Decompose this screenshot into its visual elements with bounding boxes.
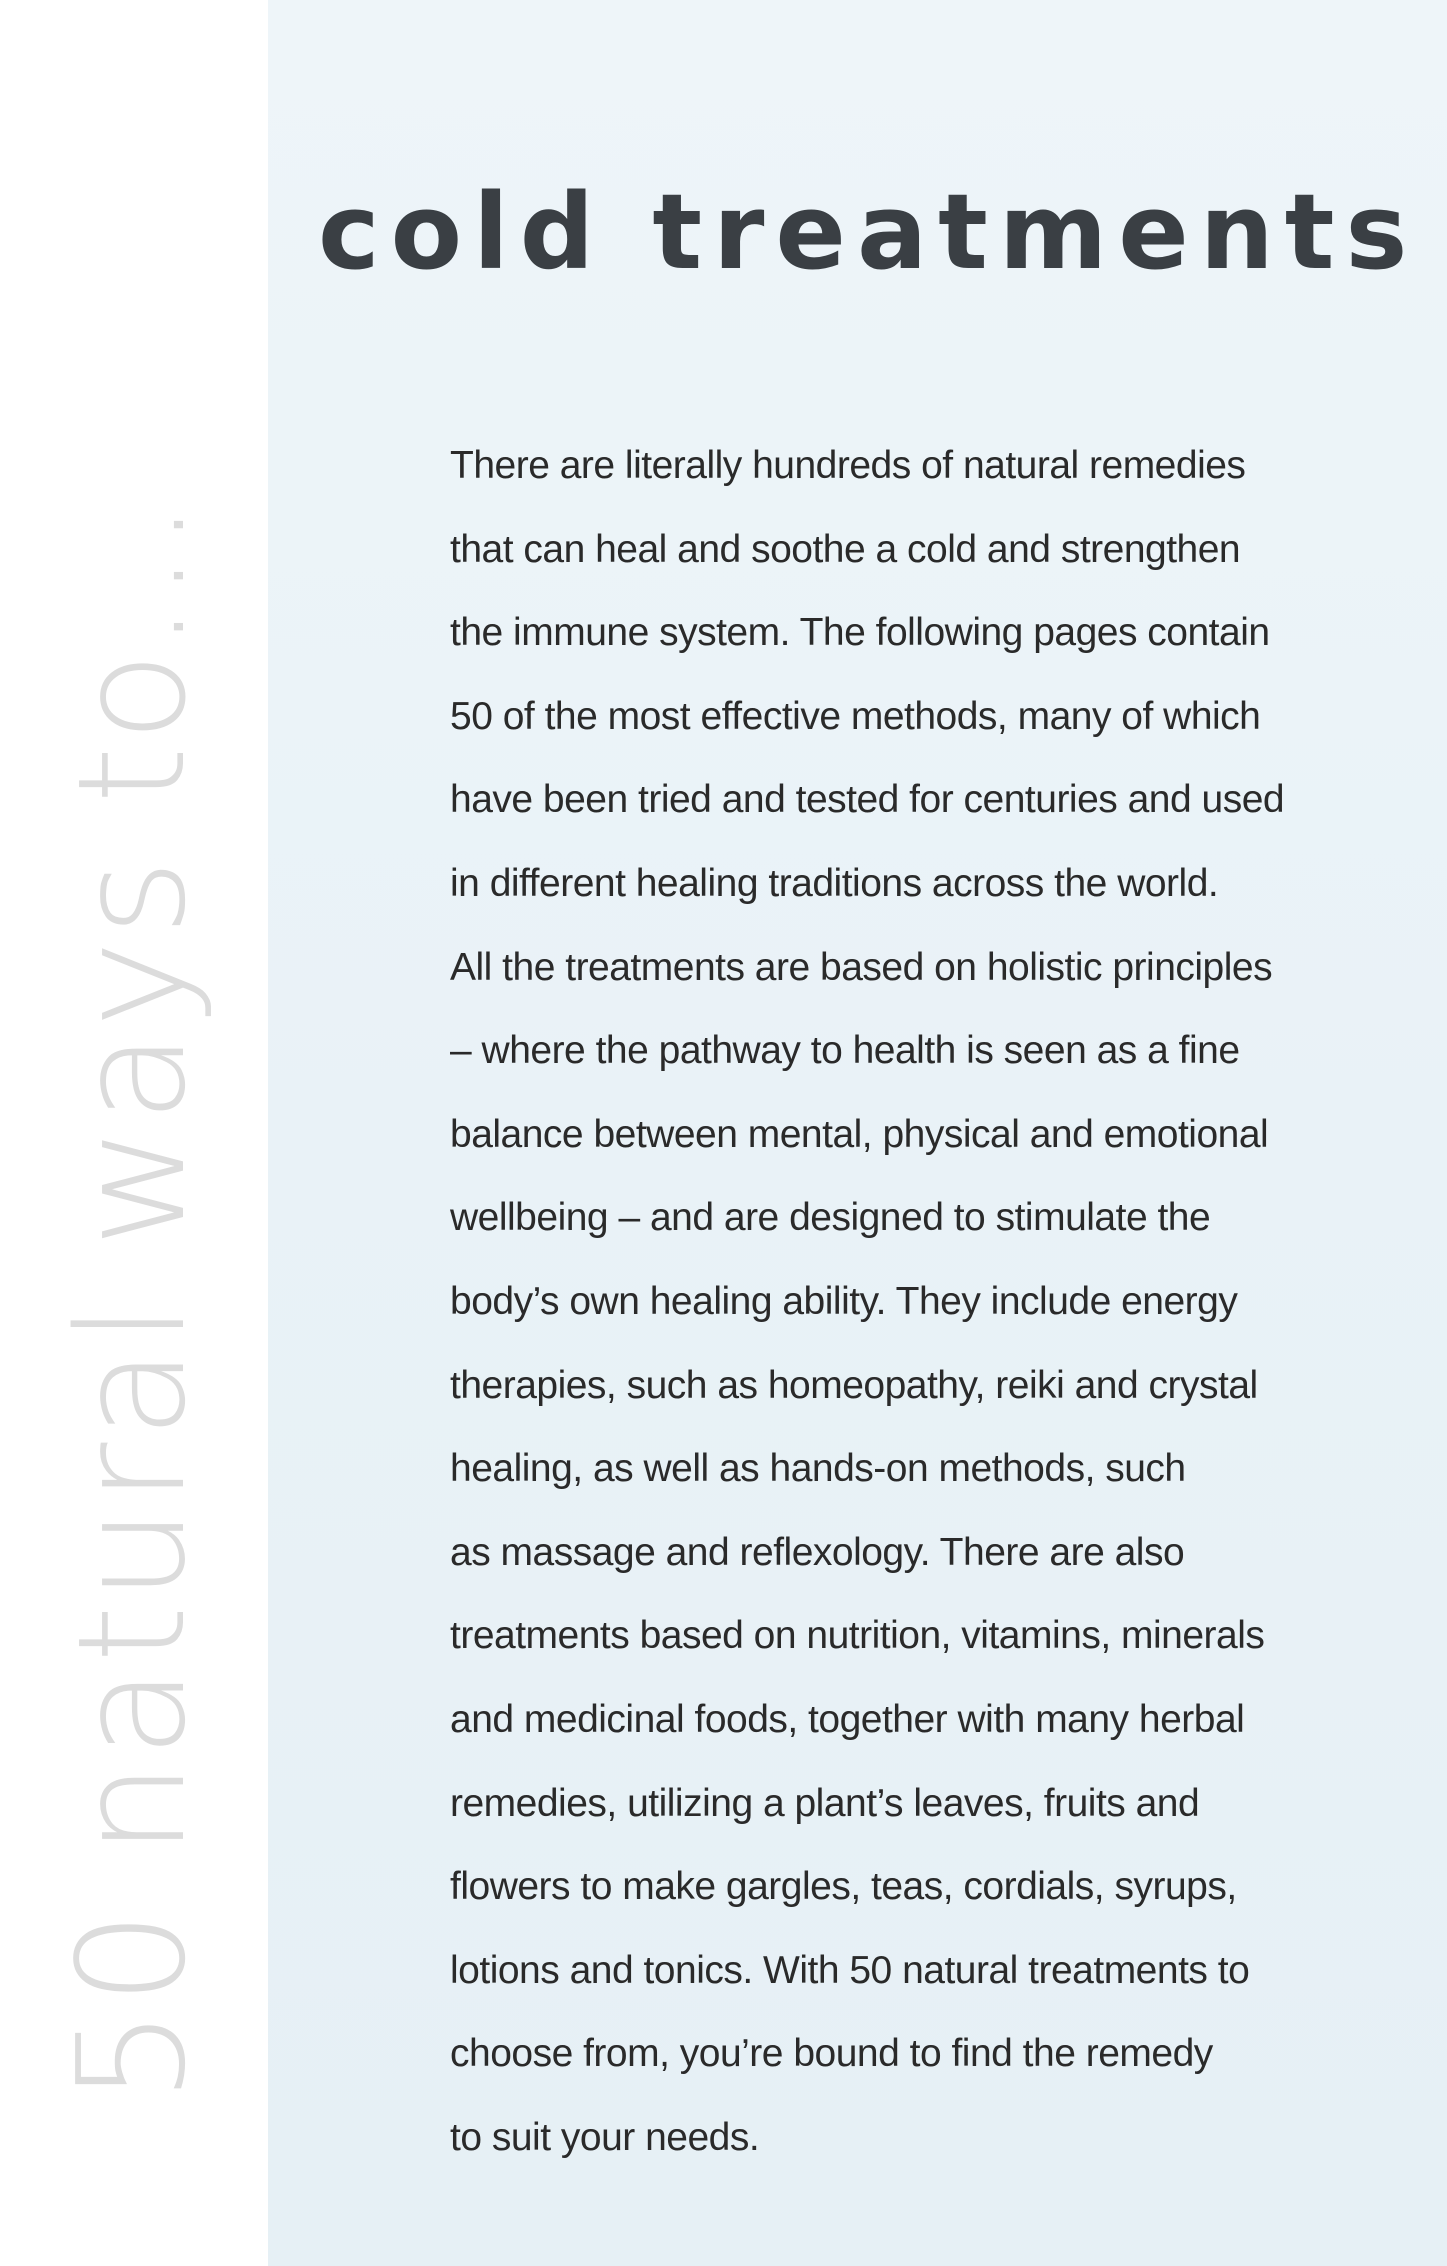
vertical-title-area [0, 0, 268, 2266]
body-line: remedies, utilizing a plant’s leaves, fruits and [450, 1781, 1200, 1825]
body-line: that can heal and soothe a cold and strengthen [450, 527, 1241, 571]
body-line: the immune system. The following pages contain [450, 611, 1270, 655]
vertical-series-title: 50 natural ways to... [46, 497, 218, 2103]
body-line: healing, as well as hands-on methods, such [450, 1447, 1186, 1491]
page-title: cold treatments [318, 171, 1419, 293]
body-line: and medicinal foods, together with many herbal [450, 1697, 1245, 1741]
body-line: balance between mental, physical and emotional [450, 1112, 1269, 1156]
body-line: lotions and tonics. With 50 natural treatments to [450, 1948, 1250, 1992]
body-line: There are literally hundreds of natural remedies [450, 444, 1246, 487]
body-line: choose from, you’re bound to find the remedy [450, 2032, 1213, 2076]
body-line: flowers to make gargles, teas, cordials, syrups, [450, 1865, 1237, 1909]
body-paragraph [450, 424, 1350, 2179]
body-line: to suit your needs. [450, 2115, 760, 2159]
body-line: treatments based on nutrition, vitamins, minerals [450, 1614, 1265, 1658]
body-line: in different healing traditions across the world. [450, 861, 1219, 905]
body-line: as massage and reflexology. There are also [450, 1530, 1185, 1574]
body-line: 50 of the most effective methods, many of which [450, 694, 1261, 738]
body-line: therapies, such as homeopathy, reiki and crystal [450, 1363, 1258, 1407]
body-line: wellbeing – and are designed to stimulate the [450, 1196, 1211, 1240]
body-line: All the treatments are based on holistic principles [450, 945, 1273, 989]
body-line: have been tried and tested for centuries and used [450, 778, 1285, 822]
body-line: body’s own healing ability. They include energy [450, 1279, 1238, 1323]
body-line: – where the pathway to health is seen as a fine [450, 1029, 1240, 1073]
